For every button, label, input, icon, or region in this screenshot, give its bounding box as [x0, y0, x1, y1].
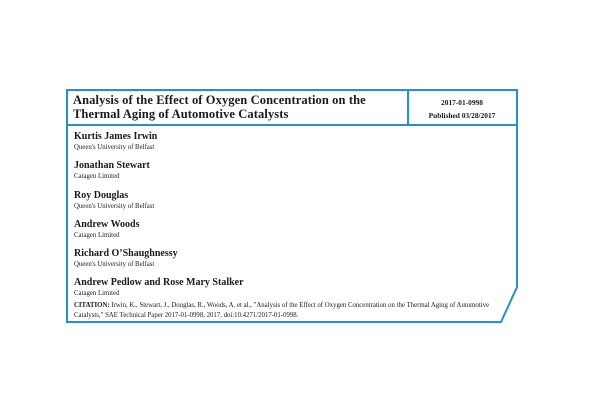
paper-title: Analysis of the Effect of Oxygen Concentration on the Thermal Aging of Automotive Catalysts	[73, 93, 366, 121]
author-name: Kurtis James Irwin	[74, 131, 158, 142]
author-entry	[74, 190, 494, 219]
citation	[74, 301, 499, 321]
author-affiliation: Queen's University of Belfast	[74, 144, 155, 151]
author-affiliation: Catagen Limited	[74, 173, 120, 181]
author-name: Jonathan Stewart	[74, 160, 150, 172]
author-affiliation: Catagen Limited	[74, 290, 120, 298]
author-entry	[74, 248, 494, 277]
author-affiliation: Queen's University of Belfast	[74, 261, 155, 269]
author-affiliation: Queen's University of Belfast	[74, 202, 155, 210]
citation-label: CITATION:	[74, 302, 110, 309]
citation-text: Irwin, K., Stewart, J., Douglas, R., Woods, A. et al., "Analysis of the Effect of Oxygen Concentration on the Thermal Aging of Automotive Catalysts," SAE Technical Paper 2017-01-0998, 2017, doi:10.4271/2017-01-0998.	[74, 302, 490, 319]
paper-meta	[412, 96, 512, 122]
author-name: Richard O’Shaughnessy	[74, 248, 178, 260]
author-list	[74, 131, 494, 307]
author-affiliation: Catagen Limited	[74, 231, 120, 239]
author-entry	[74, 160, 494, 189]
author-name: Andrew Pedlow and Rose Mary Stalker	[74, 277, 244, 289]
author-name: Roy Douglas	[74, 189, 129, 201]
paper-number: 2017-01-0998	[441, 98, 483, 107]
author-name: Andrew Woods	[74, 218, 140, 230]
author-entry	[74, 131, 494, 160]
author-entry	[74, 219, 494, 248]
publish-date: Published 03/28/2017	[428, 111, 496, 120]
